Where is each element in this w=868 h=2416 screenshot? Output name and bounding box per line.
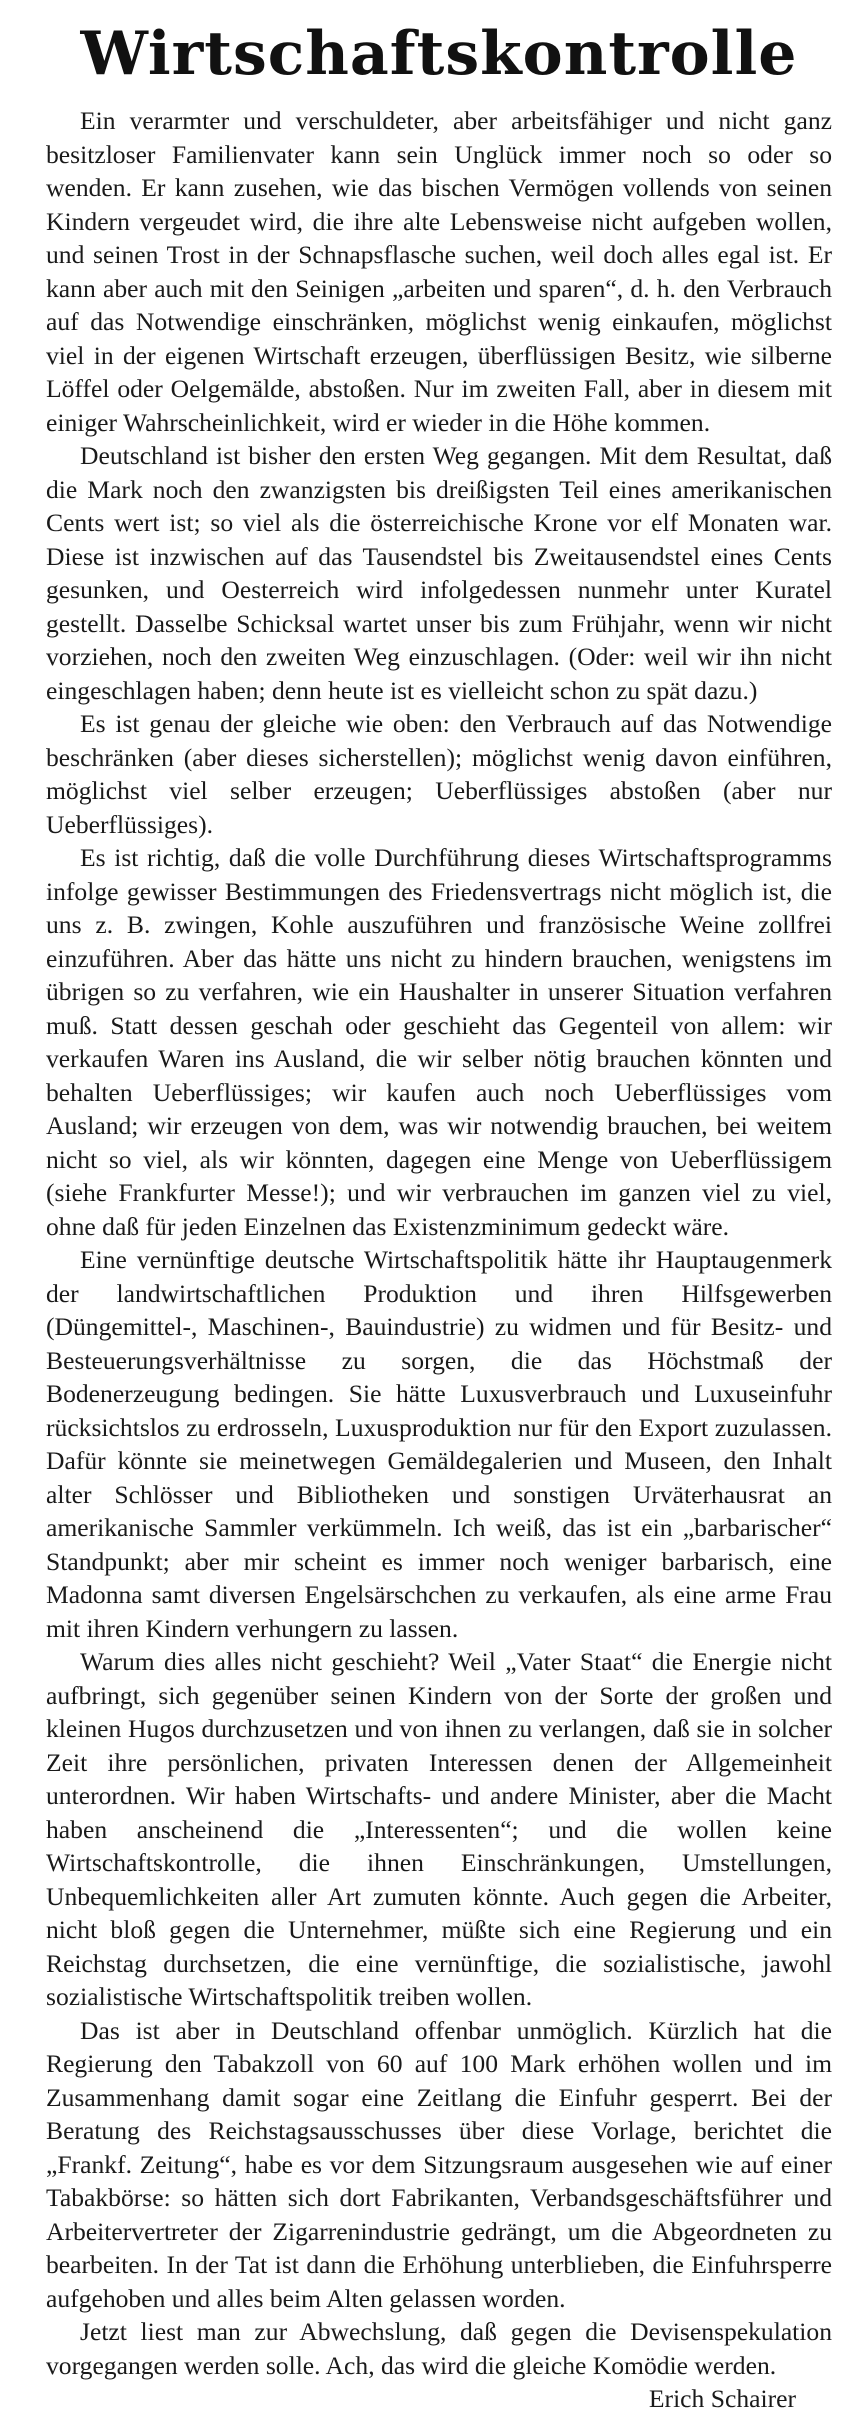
paragraph-3: Es ist genau der gleiche wie oben: den Verbrauch auf das Notwendige beschränken (aber dieses sicherstellen); möglichst wenig davon einführen, möglichst viel selber erzeugen; Ueberflüssiges abstoßen (aber nur Ueberflüssiges). [46, 709, 832, 839]
article-body [46, 104, 832, 2382]
paragraph-5: Eine vernünftige deutsche Wirtschaftspolitik hätte ihr Hauptaugenmerk der landwirtschaftlichen Produktion und ihren Hilfsgewerben (Düngemittel-, Maschinen-, Bauindustrie) zu widmen und für Besitz- und Besteuerungsverhältnisse zu sorgen, die das Höchstmaß der Bodenerzeugung bedingen. Sie hätte Luxusverbrauch und Luxuseinfuhr rücksichtslos zu erdrosseln, Luxusproduktion nur für den Export zuzulassen. Dafür könnte sie meinetwegen Gemäldegalerien und Museen, den Inhalt alter Schlösser und Bibliotheken und sonstigen Urväterhausrat an amerikanische Sammler verkümmeln. Ich weiß, das ist ein „barbarischer“ Standpunkt; aber mir scheint es immer noch weniger barbarisch, eine Madonna samt diversen Engelsärschchen zu verkaufen, als eine arme Frau mit ihren Kindern verhungern zu lassen. [46, 1245, 832, 1643]
paragraph-7: Das ist aber in Deutschland offenbar unmöglich. Kürzlich hat die Regierung den Tabakzoll von 60 auf 100 Mark erhöhen wollen und im Zusammenhang damit sogar eine Zeitlang die Einfuhr gesperrt. Bei der Beratung des Reichstagsausschusses über diese Vorlage, berichtet die „Frankf. Zeitung“, habe es vor dem Sitzungsraum ausgesehen wie auf einer Tabakbörse: so hätten sich dort Fabrikanten, Verbandsgeschäftsführer und Arbeitervertreter der Zigarrenindustrie gedrängt, um die Abgeordneten zu bearbeiten. In der Tat ist dann die Erhöhung unterblieben, die Einfuhrsperre aufgehoben und alles beim Alten gelassen worden. [46, 2015, 832, 2313]
paragraph-8: Jetzt liest man zur Abwechslung, daß gegen die Devisenspekulation vorgegangen werden solle. Ach, das wird die gleiche Komödie werden. [46, 2317, 832, 2380]
article-title: Wirtschaftskontrolle [80, 19, 798, 89]
paragraph-2: Deutschland ist bisher den ersten Weg gegangen. Mit dem Resultat, daß die Mark noch den zwanzigsten bis dreißigsten Teil eines amerikanischen Cents wert ist; so viel als die österreichische Krone vor elf Monaten war. Diese ist inzwischen auf das Tausendstel bis Zweitausendstel eines Cents gesunken, und Oesterreich wird infolgedessen nunmehr unter Kuratel gestellt. Dasselbe Schicksal wartet unser bis zum Frühjahr, wenn wir nicht vorziehen, noch den zweiten Weg einzuschlagen. (Oder: weil wir ihn nicht eingeschlagen haben; denn heute ist es vielleicht schon zu spät dazu.) [46, 441, 832, 705]
author-byline: Erich Schairer [648, 2384, 796, 2413]
paragraph-4: Es ist richtig, daß die volle Durchführung dieses Wirtschaftsprogramms infolge gewisser Bestimmungen des Friedensvertrags nicht möglich ist, die uns z. B. zwingen, Kohle auszuführen und französische Weine zollfrei einzuführen. Aber das hätte uns nicht zu hindern brauchen, wenigstens im übrigen so zu verfahren, wie ein Haushalter in unserer Situation verfahren muß. Statt dessen geschah oder geschieht das Gegenteil von allem: wir verkaufen Waren ins Ausland, die wir selber nötig brauchen könnten und behalten Ueberflüssiges; wir kaufen auch noch Ueberflüssiges vom Ausland; wir erzeugen von dem, was wir notwendig brauchen, bei weitem nicht so viel, als wir könnten, dagegen eine Menge von Ueberflüssigem (siehe Frankfurter Messe!); und wir verbrauchen im ganzen viel zu viel, ohne daß für jeden Einzelnen das Existenzminimum gedeckt wäre. [46, 843, 832, 1241]
paragraph-6: Warum dies alles nicht geschieht? Weil „Vater Staat“ die Energie nicht aufbringt, sich gegenüber seinen Kindern von der Sorte der großen und kleinen Hugos durchzusetzen und von ihnen zu verlangen, daß sie in solcher Zeit ihre persönlichen, privaten Interessen denen der Allgemeinheit unterordnen. Wir haben Wirtschafts- und andere Minister, aber die Macht haben anscheinend die „Interessenten“; und die wollen keine Wirtschaftskontrolle, die ihnen Einschränkungen, Umstellungen, Unbequemlichkeiten aller Art zumuten könnte. Auch gegen die Arbeiter, nicht bloß gegen die Unternehmer, müßte sich eine Regierung und ein Reichstag durchsetzen, die eine vernünftige, die sozialistische, jawohl sozialistische Wirtschaftspolitik treiben wollen. [46, 1647, 832, 2011]
newspaper-column [46, 18, 832, 2413]
paragraph-1: Ein verarmter und verschuldeter, aber arbeitsfähiger und nicht ganz besitzloser Familienvater kann sein Unglück immer noch so oder so wenden. Er kann zusehen, wie das bischen Vermögen vollends von seinen Kindern vergeudet wird, die ihre alte Lebensweise nicht aufgeben wollen, und seinen Trost in der Schnapsflasche suchen, weil doch alles egal ist. Er kann aber auch mit den Seinigen „arbeiten und sparen“, d. h. den Verbrauch auf das Notwendige einschränken, möglichst wenig einkaufen, möglichst viel in der eigenen Wirtschaft erzeugen, überflüssigen Besitz, wie silberne Löffel oder Oelgemälde, abstoßen. Nur im zweiten Fall, aber in diesem mit einiger Wahrscheinlichkeit, wird er wieder in die Höhe kommen. [46, 106, 832, 437]
